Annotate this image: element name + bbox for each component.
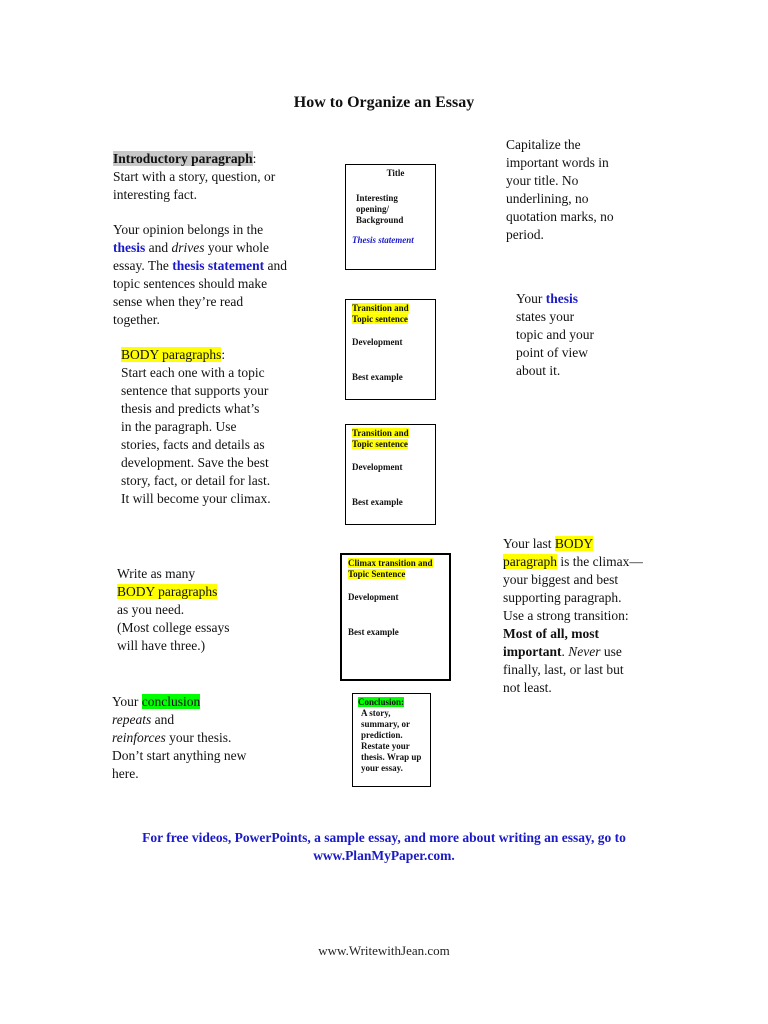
body-box-1 — [345, 299, 436, 400]
conclusion-box — [352, 693, 431, 787]
many-text-b: as you need. — [117, 602, 185, 617]
opinion-text-b: and — [145, 240, 172, 255]
resources-link-text[interactable]: For free videos, PowerPoints, a sample essay, and more about writing an essay, go to www.PlanMyPaper.com. — [142, 830, 626, 863]
conclusion-highlight: conclusion — [141, 694, 201, 709]
opinion-text-d: and topic sentences should make sense when they’re read together. — [113, 258, 287, 327]
concl-text-b: your thesis. Don’t start anything new here. — [112, 730, 247, 781]
opinion-text-c: your whole essay. The — [113, 240, 270, 273]
body-box-2-transition: Transition and Topic sentence — [352, 428, 409, 449]
thesis-note — [516, 290, 598, 380]
concl-text-a: Your — [112, 694, 142, 709]
site-credit: www.WritewithJean.com — [318, 943, 450, 958]
climax-box-development: Development — [348, 592, 399, 602]
many-body-highlight: BODY paragraphs — [117, 584, 218, 599]
capitalize-text: Capitalize the important words in your title. No underlining, no quotation marks, no period. — [506, 137, 614, 242]
reinforces-term: reinforces — [112, 730, 166, 745]
body-box-1-development: Development — [352, 337, 403, 347]
repeats-term: repeats — [112, 712, 152, 727]
intro-section — [113, 150, 303, 204]
title-box — [345, 164, 436, 270]
most-important-term: Most of all, most important — [503, 626, 599, 659]
body-box-2-example: Best example — [352, 497, 403, 507]
thesis-note-b: states your topic and your point of view about it. — [516, 309, 594, 378]
climax-box-transition: Climax transition and Topic Sentence — [348, 558, 433, 579]
concl-and: and — [151, 712, 175, 727]
conclusion-section — [112, 693, 257, 783]
climax-box-example: Best example — [348, 627, 399, 637]
body-box-2-development: Development — [352, 462, 403, 472]
many-body-section — [117, 565, 237, 655]
thesis-note-term: thesis — [545, 291, 579, 306]
body-heading: BODY paragraphs — [121, 347, 222, 362]
conclusion-box-heading: Conclusion: — [358, 697, 405, 707]
body-box-1-transition: Transition and Topic sentence — [352, 303, 409, 324]
body-box-1-example: Best example — [352, 372, 403, 382]
body-colon: : — [221, 347, 226, 362]
capitalize-note — [506, 136, 614, 244]
climax-box — [340, 553, 451, 681]
title-box-opening: Interesting opening/ Background — [356, 193, 404, 225]
intro-text: Start with a story, question, or interesting fact. — [113, 169, 276, 202]
body-section — [121, 346, 273, 508]
last-note-b: is the climax—your biggest and best supporting paragraph. Use a strong transition: — [503, 554, 643, 623]
thesis-term: thesis — [113, 240, 146, 255]
thesis-statement-term: thesis statement — [172, 258, 265, 273]
never-term: Never — [568, 644, 601, 659]
conclusion-box-text: A story, summary, or prediction. Restate your thesis. Wrap up your essay. — [361, 708, 422, 773]
thesis-note-a: Your — [516, 291, 546, 306]
opinion-section — [113, 221, 293, 329]
last-body-highlight: BODY paragraph — [503, 536, 594, 569]
last-note-d: use finally, last, or last but not least. — [503, 644, 624, 695]
opinion-text-a: Your opinion belongs in the — [113, 222, 264, 237]
last-note-a: Your last — [503, 536, 555, 551]
page-title: How to Organize an Essay — [293, 94, 475, 111]
many-text-a: Write as many — [117, 566, 196, 581]
intro-colon: : — [252, 151, 257, 166]
title-box-heading: Title — [386, 168, 405, 178]
body-text: Start each one with a topic sentence that supports your thesis and predicts what’s in the paragraph. Use stories, facts and details as development. Save the best story, fact, or detail for last. It will become your climax. — [121, 365, 271, 506]
resources-link[interactable] — [0, 829, 768, 865]
intro-heading: Introductory paragraph — [113, 151, 253, 166]
many-text-c: (Most college essays will have three.) — [117, 620, 230, 653]
last-body-note — [503, 535, 643, 697]
title-box-thesis: Thesis statement — [352, 235, 414, 245]
drives-term: drives — [171, 240, 205, 255]
last-note-c: . — [561, 644, 569, 659]
body-box-2 — [345, 424, 436, 525]
